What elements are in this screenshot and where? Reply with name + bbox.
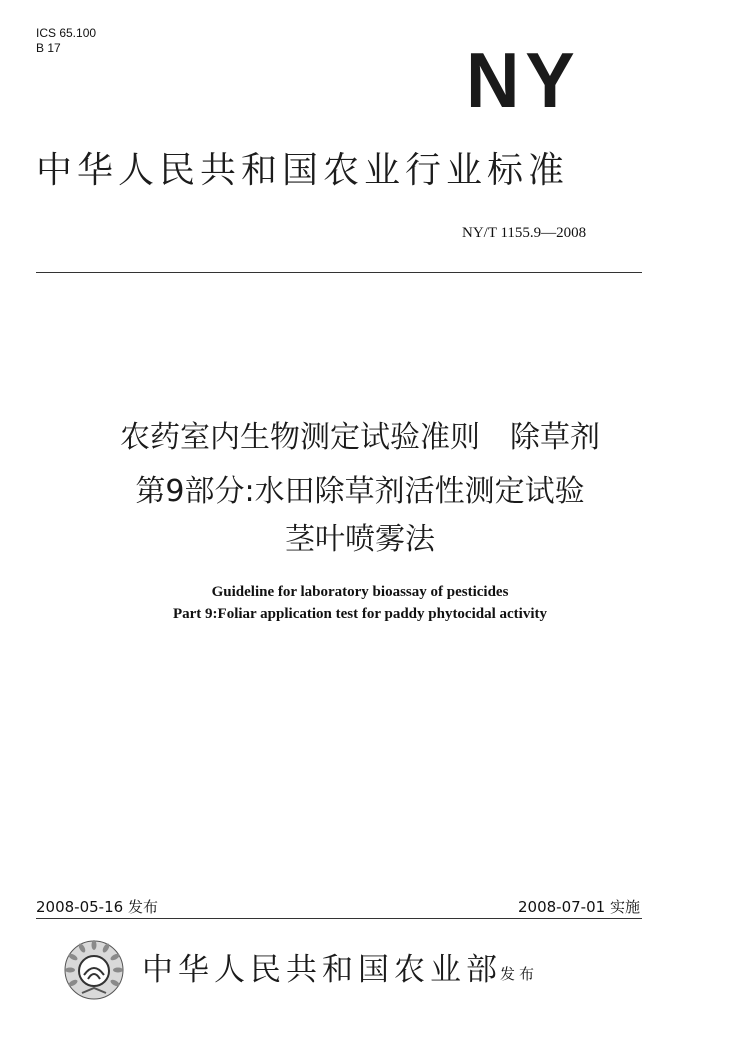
publish-action: 发布 (500, 965, 539, 983)
publisher-name: 中华人民共和国农业部 (142, 952, 502, 988)
standard-number: NY/T 1155.9—2008 (462, 225, 587, 241)
top-divider (36, 272, 642, 273)
issue-date: 2008-05-16 发布 (36, 898, 158, 916)
cn-title-line-2: 第9部分:水田除草剂活性测定试验 (135, 474, 585, 509)
ny-logo: NY (466, 36, 581, 124)
bottom-divider (36, 918, 642, 919)
ics-code: ICS 65.100 (36, 26, 97, 40)
cn-title-line-3: 茎叶喷雾法 (285, 522, 435, 557)
standard-category-title: 中华人民共和国农业行业标准 (36, 150, 570, 191)
implement-date: 2008-07-01 实施 (518, 898, 640, 916)
cn-title-line-1: 农药室内生物测定试验准则 除草剂 (120, 420, 600, 455)
ministry-emblem-icon (62, 938, 126, 1002)
en-title-line-1: Guideline for laboratory bioassay of pesticides (211, 584, 509, 600)
en-title-line-2: Part 9:Foliar application test for paddy phytocidal activity (172, 606, 548, 622)
classification-codes (36, 26, 96, 56)
ccs-code: B 17 (36, 41, 61, 55)
